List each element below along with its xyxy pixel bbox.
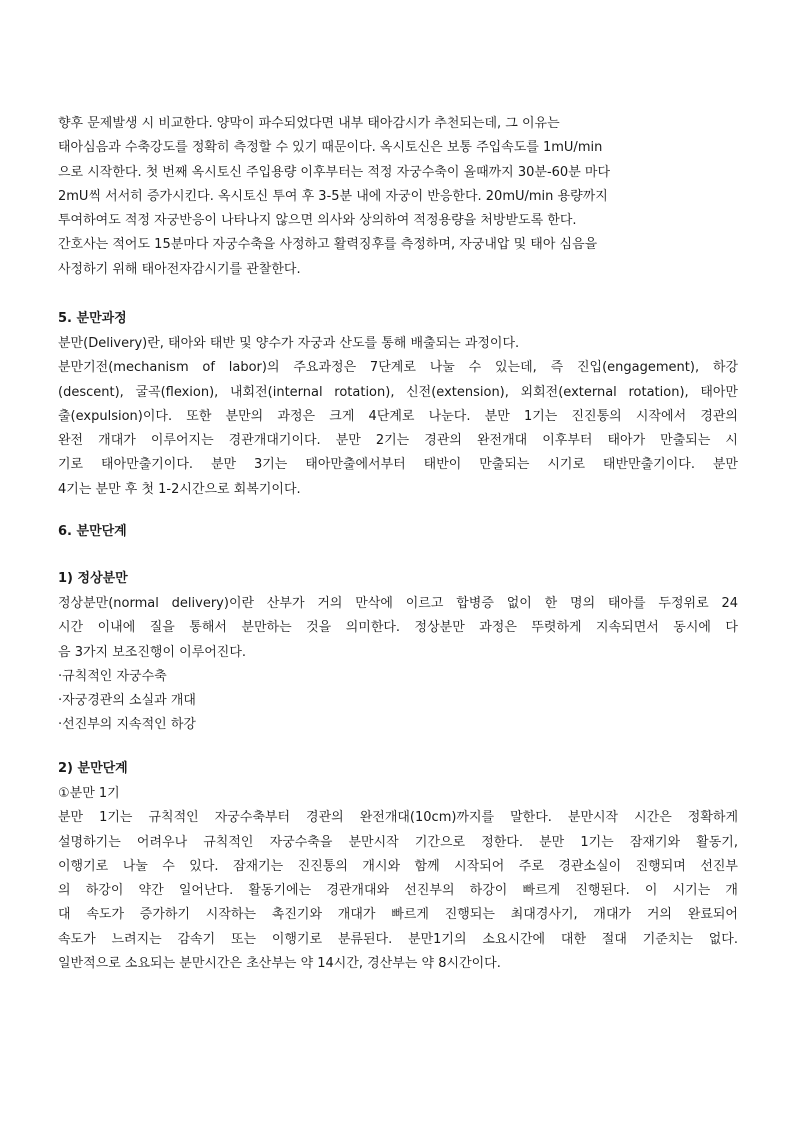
intro-paragraph <box>58 112 738 282</box>
text-line: 향후 문제발생 시 비교한다. 양막이 파수되었다면 내부 태아감시가 추천되는데, 그 이유는 <box>58 116 560 131</box>
text-line: 대 속도가 증가하기 시작하는 촉진기와 개대가 빠르게 진행되는 최대경사기, 개대가 거의 완료되어 <box>58 907 738 923</box>
bullet-item: ·선진부의 지속적인 하강 <box>58 717 196 733</box>
text-line: 2mU씩 서서히 증가시킨다. 옥시토신 투여 후 3-5분 내에 자궁이 반응한다. 20mU/min 용량까지 <box>58 188 608 204</box>
text-line: 분만(Delivery)란, 태아와 태반 및 양수가 자궁과 산도를 통해 배출되는 과정이다. <box>58 336 520 351</box>
subsection-normal-delivery <box>58 566 738 738</box>
text-line: 4기는 분만 후 첫 1-2시간으로 회복기이다. <box>58 481 301 497</box>
section-heading: 6. 분만단계 <box>58 524 127 539</box>
text-line: 설명하기는 어려우나 규칙적인 자궁수축을 분만시작 기간으로 정한다. 분만 1기는 잠재기와 활동기, <box>58 834 738 850</box>
numbered-item: ①분만 1기 <box>58 786 120 801</box>
bullet-item: ·자궁경관의 소실과 개대 <box>58 693 196 709</box>
subsection-delivery-stages <box>58 756 738 976</box>
text-line: 일반적으로 소요되는 분만시간은 초산부는 약 14시간, 경산부는 약 8시간이다. <box>58 956 501 972</box>
text-line: 정상분만(normal delivery)이란 산부가 거의 만삭에 이르고 합병증 없이 한 명의 태아를 두정위로 24 <box>58 596 738 611</box>
subsection-heading: 1) 정상분만 <box>58 571 128 586</box>
text-line: 이행기로 나눌 수 있다. 잠재기는 진진통의 개시와 함께 시작되어 주로 경관소실이 진행되며 선진부 <box>58 858 738 874</box>
bullet-item: ·규칙적인 자궁수축 <box>58 668 167 684</box>
text-line: 시간 이내에 질을 통해서 분만하는 것을 의미한다. 정상분만 과정은 뚜렷하게 지속되면서 동시에 다 <box>58 620 738 636</box>
text-line: 출(expulsion)이다. 또한 분만의 과정은 크게 4단계로 나눈다. 분만 1기는 진진통의 시작에서 경관의 <box>58 408 738 424</box>
text-line: 속도가 느려지는 감속기 또는 이행기로 분류된다. 분만1기의 소요시간에 대한 절대 기준치는 없다. <box>58 931 738 947</box>
subsection-heading: 2) 분만단계 <box>58 761 128 776</box>
text-line: 으로 시작한다. 첫 번째 옥시토신 주입용량 이후부터는 적정 자궁수축이 올때까지 30분-60분 마다 <box>58 164 611 180</box>
text-line: 완전 개대가 이루어지는 경관개대기이다. 분만 2기는 경관의 완전개대 이후부터 태아가 만출되는 시 <box>58 433 738 449</box>
text-line: 분만 1기는 규칙적인 자궁수축부터 경관의 완전개대(10cm)까지를 말한다. 분만시작 시간은 정확하게 <box>58 810 738 826</box>
text-line: 사정하기 위해 태아전자감시기를 관찰한다. <box>58 261 301 277</box>
text-line: 기로 태아만출기이다. 분만 3기는 태아만출에서부터 태반이 만출되는 시기로 태반만출기이다. 분만 <box>58 457 738 473</box>
text-line: 분만기전(mechanism of labor)의 주요과정은 7단계로 나눌 수 있는데, 즉 진입(engagement), 하강 <box>58 360 738 376</box>
section-5 <box>58 306 738 502</box>
section-heading: 5. 분만과정 <box>58 311 127 326</box>
section-6 <box>58 519 738 545</box>
text-line: 간호사는 적어도 15분마다 자궁수축을 사정하고 활력징후를 측정하며, 자궁내압 및 태아 심음을 <box>58 237 598 253</box>
text-line: (descent), 굴곡(flexion), 내회전(internal rotation), 신전(extension), 외회전(external rotation), 태아만 <box>58 384 738 400</box>
text-line: 의 하강이 약간 일어난다. 활동기에는 경관개대와 선진부의 하강이 빠르게 진행된다. 이 시기는 개 <box>58 883 738 899</box>
text-line: 태아심음과 수축강도를 정확히 측정할 수 있기 때문이다. 옥시토신은 보통 주입속도를 1mU/min <box>58 140 603 156</box>
text-line: 음 3가지 보조진행이 이루어진다. <box>58 644 247 660</box>
text-line: 투여하여도 적정 자궁반응이 나타나지 않으면 의사와 상의하여 적정용량을 처방받도록 한다. <box>58 213 577 229</box>
